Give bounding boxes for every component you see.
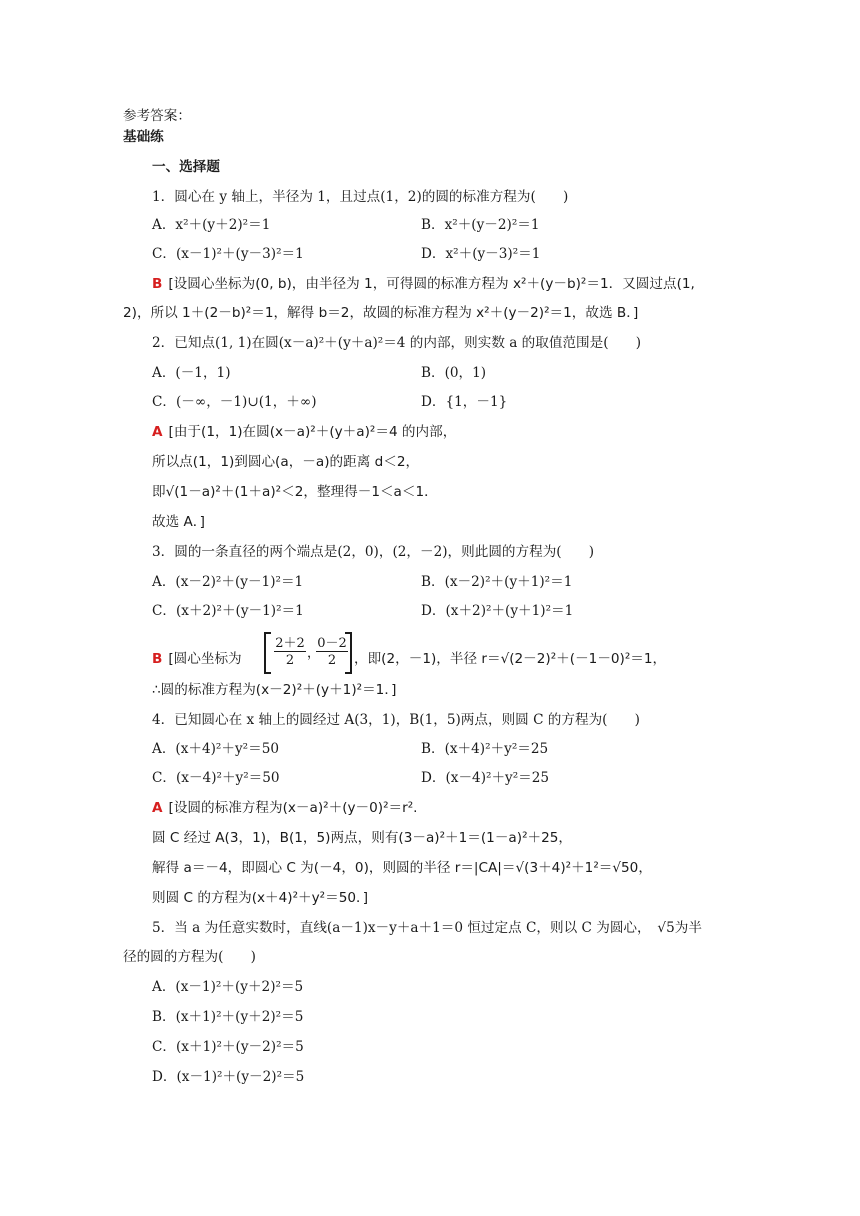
q1-explanation-line-1: B [设圆心坐标为(0, b)，由半径为 1，可得圆的标准方程为 x²＋(y－b)²＝1．又圆过点(1, [152,276,695,292]
q2-explanation-line-1: A [由于(1，1)在圆(x－a)²＋(y＋a)²＝4 的内部， [152,424,457,440]
q5-option-b: B．(x＋1)²＋(y＋2)²＝5 [152,1009,304,1025]
q3-option-d: D．(x＋2)²＋(y＋1)²＝1 [421,603,574,619]
question-3-stem: 3．圆的一条直径的两个端点是(2，0)，(2，－2)，则此圆的方程为( ) [152,544,595,560]
q4-answer: A [152,800,163,816]
question-1-stem: 1．圆心在 y 轴上，半径为 1，且过点(1，2)的圆的标准方程为( ) [152,189,569,205]
q3-explanation-line-1: B [圆心坐标为 [152,651,242,667]
section-title: 基础练 [123,129,164,145]
q2-explanation-line-3: 即√(1－a)²＋(1＋a)²＜2，整理得－1＜a＜1． [152,484,438,500]
q3-answer: B [152,651,163,667]
q4-explanation-line-3: 解得 a＝－4，即圆心 C 为(－4，0)，则圆的半径 r＝|CA|＝√(3＋4)²＋1²＝√50， [152,860,652,876]
q5-option-c: C．(x＋1)²＋(y－2)²＝5 [152,1039,304,1055]
q1-option-b: B．x²＋(y－2)²＝1 [421,217,540,233]
frac2-numerator: 0－2 [317,636,347,651]
q2-option-a: A．(－1，1) [152,365,231,381]
frac2-denominator: 2 [327,653,337,668]
question-5-stem-line-1: 5．当 a 为任意实数时，直线(a－1)x－y＋a＋1＝0 恒过定点 C，则以 C 为圆心， √5为半 [152,920,702,936]
q2-explanation-line-4: 故选 A．] [152,514,205,530]
q3-option-b: B．(x－2)²＋(y＋1)²＝1 [421,574,573,590]
q3-option-a: A．(x－2)²＋(y－1)²＝1 [152,574,304,590]
q4-explanation-line-1: A [设圆的标准方程为(x－a)²＋(y－0)²＝r². [152,800,418,816]
q2-explanation-line-2: 所以点(1，1)到圆心(a，－a)的距离 d＜2， [152,454,420,470]
q4-option-d: D．(x－4)²＋y²＝25 [421,770,550,786]
q5-option-d: D．(x－1)²＋(y－2)²＝5 [152,1069,305,1085]
q3-option-c: C．(x＋2)²＋(y－1)²＝1 [152,603,304,619]
q1-option-d: D．x²＋(y－3)²＝1 [421,246,541,262]
q4-explanation-line-2: 圆 C 经过 A(3，1)，B(1，5)两点，则有(3－a)²＋1＝(1－a)²＋25， [152,830,572,846]
q2-option-d: D．{1，－1} [421,394,508,410]
q3-center-fraction: 2＋2 2 ， 0－2 2 [264,632,352,672]
q5-option-a: A．(x－1)²＋(y＋2)²＝5 [152,979,304,995]
frac1-denominator: 2 [285,653,295,668]
q4-option-c: C．(x－4)²＋y²＝50 [152,770,280,786]
q1-explanation-line-2: 2)，所以 1＋(2－b)²＝1，解得 b＝2，故圆的标准方程为 x²＋(y－2)²＝1，故选 B．] [123,305,639,321]
q1-option-a: A．x²＋(y＋2)²＝1 [152,217,271,233]
question-4-stem: 4．已知圆心在 x 轴上的圆经过 A(3，1)，B(1，5)两点，则圆 C 的方程为( ) [152,712,640,728]
part-title: 一、选择题 [152,159,220,175]
q3-explanation-line-1-rest: ，即(2，－1)，半径 r＝√(2－2)²＋(－1－0)²＝1， [354,651,667,667]
q2-option-c: C．(－∞，－1)∪(1，＋∞) [152,394,317,410]
q4-option-b: B．(x＋4)²＋y²＝25 [421,741,549,757]
q3-explanation-line-2: ∴圆的标准方程为(x－2)²＋(y＋1)²＝1．] [152,682,397,698]
q2-option-b: B．(0，1) [421,365,487,381]
q1-answer: B [152,276,163,292]
q2-answer: A [152,424,163,440]
q4-explanation-line-4: 则圆 C 的方程为(x＋4)²＋y²＝50．] [152,890,369,906]
q1-option-c: C．(x－1)²＋(y－3)²＝1 [152,246,304,262]
question-2-stem: 2．已知点(1, 1)在圆(x－a)²＋(y＋a)²＝4 的内部，则实数 a 的取值范围是( ) [152,335,642,351]
q4-option-a: A．(x＋4)²＋y²＝50 [152,741,279,757]
question-5-stem-line-2: 径的圆的方程为( ) [123,949,256,965]
reference-answer-label: 参考答案： [123,108,191,124]
frac1-numerator: 2＋2 [275,636,305,651]
